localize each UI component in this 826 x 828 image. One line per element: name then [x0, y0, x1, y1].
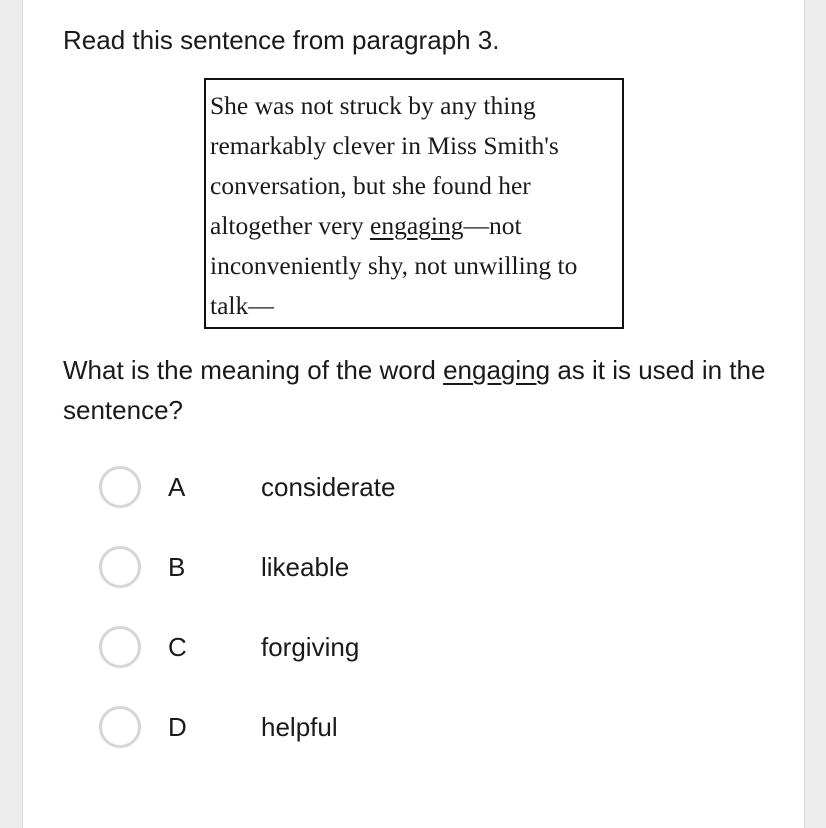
choice-letter: C [168, 632, 187, 662]
choice-text: helpful [261, 712, 338, 742]
excerpt-text: —not [463, 211, 522, 240]
excerpt-line: conversation, but she found her [210, 171, 531, 200]
choice-c[interactable] [99, 626, 619, 674]
choice-d[interactable] [99, 706, 619, 754]
choice-letter: A [168, 472, 186, 502]
prompt-text: Read this sentence from paragraph 3. [63, 25, 500, 55]
excerpt-line: remarkably clever in Miss Smith's [210, 131, 559, 160]
radio-button[interactable] [99, 546, 141, 588]
radio-button[interactable] [99, 466, 141, 508]
choice-text: considerate [261, 472, 396, 502]
choice-text: likeable [261, 552, 350, 582]
excerpt-line: inconveniently shy, not unwilling to [210, 251, 578, 280]
choice-letter: D [168, 712, 187, 742]
choice-a[interactable] [99, 466, 619, 514]
question-panel [22, 0, 805, 828]
radio-button[interactable] [99, 706, 141, 748]
question-text [63, 350, 783, 430]
choice-text: forgiving [261, 632, 360, 662]
excerpt-line: She was not struck by any thing [210, 91, 536, 120]
radio-button[interactable] [99, 626, 141, 668]
underlined-word: engaging [370, 211, 464, 240]
excerpt-line: talk— [210, 291, 274, 320]
excerpt-line [210, 206, 618, 246]
choice-letter: B [168, 552, 186, 582]
choice-b[interactable] [99, 546, 619, 594]
excerpt-box [204, 78, 624, 329]
underlined-word: engaging [443, 355, 551, 385]
question-text-start: What is the meaning of the word [63, 355, 444, 385]
question-text-end: as it is used in the sentence? [63, 355, 766, 425]
excerpt-text: altogether very [210, 211, 371, 240]
